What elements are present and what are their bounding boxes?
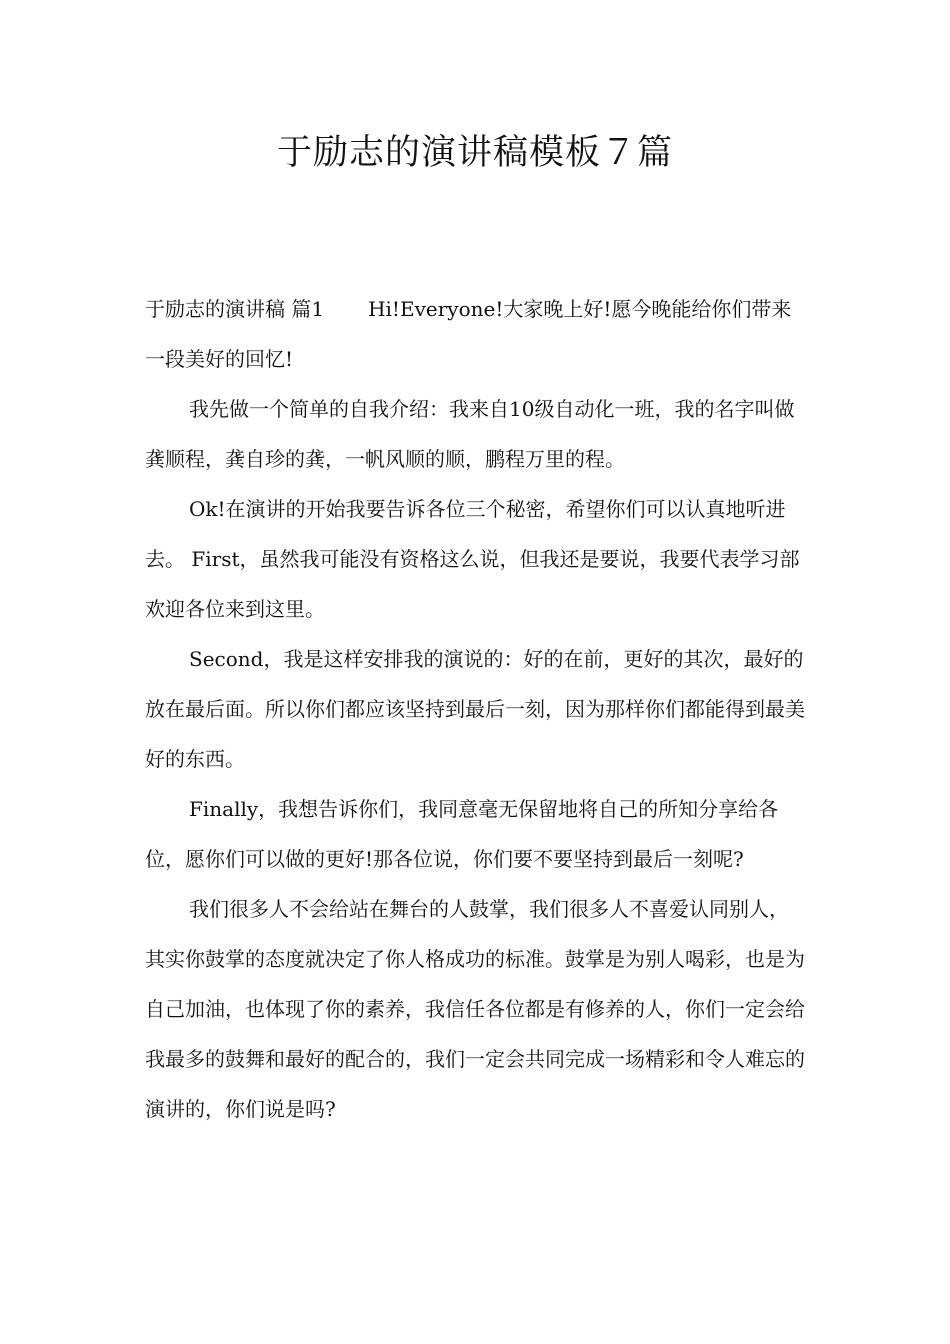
paragraph-text: Hi!Everyone!大家晚上好!愿今晚能给你们带来一段美好的回忆! <box>145 297 792 371</box>
paragraph: Finally，我想告诉你们，我同意毫无保留地将自己的所知分享给各位，愿你们可以做的更好!那各位说，你们要不要坚持到最后一刻呢? <box>145 797 779 871</box>
section-heading-label: 于励志的演讲稿 篇1 <box>145 297 325 321</box>
document-title: 于励志的演讲稿模板７篇 <box>276 133 673 173</box>
paragraph: 我们很多人不会给站在舞台的人鼓掌，我们很多人不喜爱认同别人，其实你鼓掌的态度就决定了你人格成功的标准。鼓掌是为别人喝彩，也是为自己加油，也体现了你的素养，我信任各位都是有修养的人，你们一定会给我最多的鼓舞和最好的配合的，我们一定会共同完成一场精彩和令人难忘的演讲的，你们说是吗? <box>145 897 805 1121</box>
paragraph-intro <box>145 284 807 384</box>
paragraph: Ok!在演讲的开始我要告诉各位三个秘密，希望你们可以认真地听进去。 First，虽然我可能没有资格这么说，但我还是要说，我要代表学习部欢迎各位来到这里。 <box>145 497 800 621</box>
document-body <box>145 284 807 1134</box>
paragraph: Second，我是这样安排我的演说的：好的在前，更好的其次，最好的放在最后面。所以你们都应该坚持到最后一刻，因为那样你们都能得到最美好的东西。 <box>145 647 805 771</box>
paragraph: 我先做一个简单的自我介绍：我来自10级自动化一班，我的名字叫做龚顺程，龚自珍的龚，一帆风顺的顺，鹏程万里的程。 <box>145 397 795 471</box>
